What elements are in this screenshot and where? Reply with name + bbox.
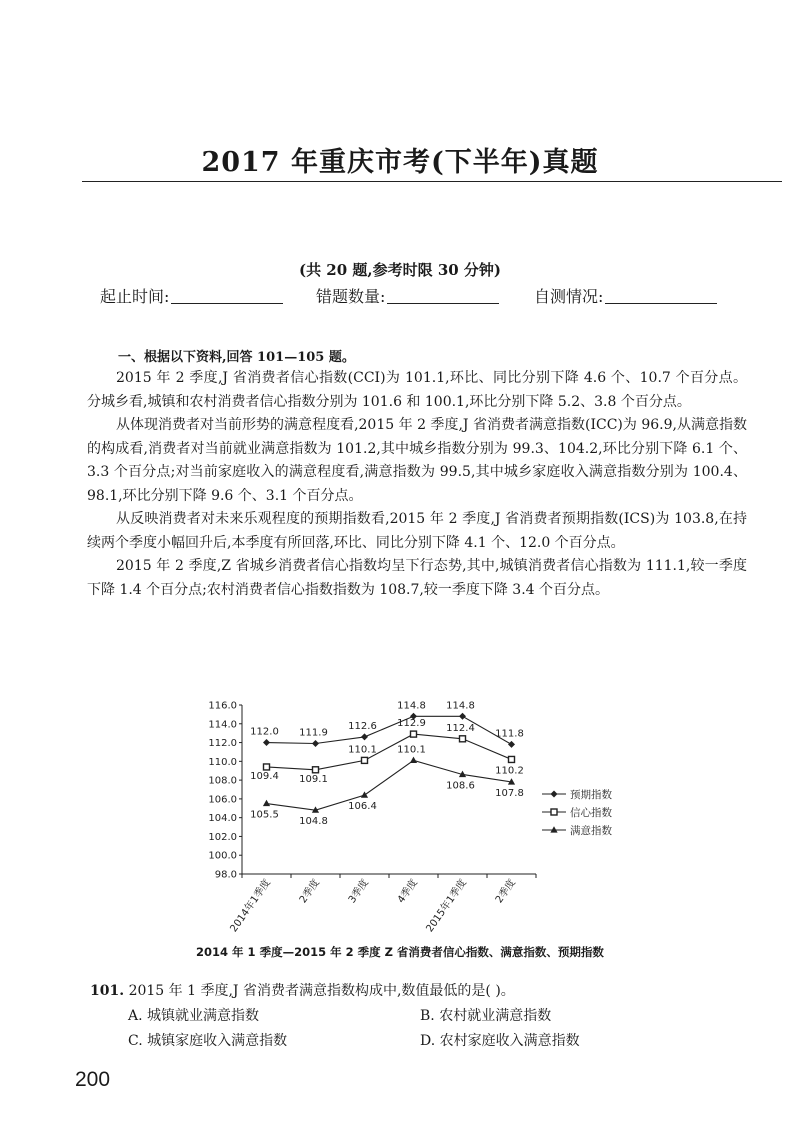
data-point — [312, 740, 319, 747]
data-point — [410, 757, 417, 763]
legend-marker — [551, 809, 557, 815]
legend-label: 信心指数 — [570, 807, 612, 819]
line-chart — [200, 694, 620, 944]
data-label: 112.0 — [250, 726, 279, 738]
data-point — [509, 756, 515, 762]
data-point — [460, 736, 466, 742]
passage — [87, 367, 747, 602]
data-label: 109.4 — [250, 770, 279, 782]
data-point — [313, 767, 319, 773]
x-tick-label: 4季度 — [395, 877, 420, 906]
data-label: 105.5 — [250, 809, 279, 821]
x-tick-label: 2014年1季度 — [228, 877, 273, 935]
data-label: 106.4 — [348, 801, 377, 813]
wrong-count-blank[interactable] — [387, 289, 499, 304]
data-point — [264, 764, 270, 770]
data-point — [411, 731, 417, 737]
page-title: 2017 年重庆市考(下半年)真题 — [201, 147, 599, 178]
data-label: 111.8 — [495, 728, 524, 740]
x-tick-label: 3季度 — [346, 877, 371, 906]
x-tick-label: 2015年1季度 — [424, 877, 469, 935]
section-heading: 一、根据以下资料,回答 101—105 题。 — [118, 350, 355, 365]
self-check-field[interactable] — [534, 284, 717, 307]
data-label: 112.4 — [446, 722, 475, 734]
page-number: 200 — [75, 1068, 111, 1091]
start-time-blank[interactable] — [171, 289, 283, 304]
y-tick-label: 98.0 — [214, 869, 237, 881]
data-label: 107.8 — [495, 787, 524, 799]
exam-subtitle: (共 20 题,参考时限 30 分钟) — [298, 261, 502, 279]
question-number: 101. — [90, 983, 125, 999]
y-tick-label: 102.0 — [208, 831, 237, 843]
option-d[interactable]: D. 农村家庭收入满意指数 — [420, 1033, 580, 1049]
option-c[interactable]: C. 城镇家庭收入满意指数 — [128, 1033, 288, 1049]
data-point — [508, 741, 515, 748]
y-tick-label: 100.0 — [208, 850, 237, 862]
start-time-field[interactable] — [100, 284, 283, 307]
data-label: 110.1 — [397, 744, 426, 756]
paragraph-3: 从反映消费者对未来乐观程度的预期指数看,2015 年 2 季度,J 省消费者预期指数(ICS)为 103.8,在持续两个季度小幅回升后,本季度有所回落,环比、同比分别下降 4.1 个、12.0 个百分点。 — [87, 511, 747, 551]
data-point — [459, 713, 466, 720]
legend-marker — [551, 791, 558, 798]
question-text: 2015 年 1 季度,J 省消费者满意指数构成中,数值最低的是( )。 — [128, 983, 515, 999]
data-label: 110.1 — [348, 744, 377, 756]
data-label: 112.9 — [397, 718, 426, 730]
wrong-count-field[interactable] — [316, 284, 499, 307]
self-check-label: 自测情况: — [534, 287, 604, 306]
data-label: 109.1 — [299, 773, 328, 785]
series-line-2 — [267, 734, 512, 770]
data-label: 108.6 — [446, 780, 475, 792]
title-rule — [82, 181, 782, 182]
option-a[interactable]: A. 城镇就业满意指数 — [128, 1008, 260, 1024]
data-point — [361, 791, 368, 797]
wrong-count-label: 错题数量: — [316, 287, 386, 306]
y-tick-label: 112.0 — [208, 738, 237, 750]
y-tick-label: 104.0 — [208, 813, 237, 825]
data-point — [362, 757, 368, 763]
data-label: 114.8 — [446, 700, 475, 712]
data-point — [263, 739, 270, 746]
paragraph-1: 2015 年 2 季度,J 省消费者信心指数(CCI)为 101.1,环比、同比分别下降 4.6 个、10.7 个百分点。分城乡看,城镇和农村消费者信心指数分别为 101.6 和 100.1,环比分别下降 5.2、3.8 个百分点。 — [87, 370, 747, 410]
x-tick-label: 2季度 — [493, 877, 518, 906]
legend-label: 满意指数 — [570, 825, 612, 837]
data-label: 112.6 — [348, 720, 377, 732]
y-tick-label: 114.0 — [208, 719, 237, 731]
chart-caption: 2014 年 1 季度—2015 年 2 季度 Z 省消费者信心指数、满意指数、预期指数 — [196, 945, 604, 959]
legend-label: 预期指数 — [570, 789, 612, 801]
y-tick-label: 116.0 — [208, 700, 237, 712]
y-tick-label: 108.0 — [208, 775, 237, 787]
legend-marker — [550, 826, 557, 832]
y-tick-label: 106.0 — [208, 794, 237, 806]
data-label: 104.8 — [299, 816, 328, 828]
data-label: 110.2 — [495, 765, 524, 777]
data-label: 114.8 — [397, 700, 426, 712]
start-time-label: 起止时间: — [100, 287, 170, 306]
paragraph-4: 2015 年 2 季度,Z 省城乡消费者信心指数均呈下行态势,其中,城镇消费者信心指数为 111.1,较一季度下降 1.4 个百分点;农村消费者信心指数指数为 108.7,较一季度下降 3.4 个百分点。 — [87, 558, 747, 598]
option-b[interactable]: B. 农村就业满意指数 — [420, 1008, 552, 1024]
data-point — [361, 733, 368, 740]
paragraph-2: 从体现消费者对当前形势的满意程度看,2015 年 2 季度,J 省消费者满意指数(ICC)为 96.9,从满意指数的构成看,消费者对当前就业满意指数为 101.2,其中城乡指数分别为 99.3、104.2,环比分别下降 6.1 个、3.3 个百分点;对当前家庭收入的满意程度看,满意指数为 99.5,其中城乡家庭收入满意指数分别为 100.4、98.1,环比分别下降 9.6 个、3.1 个百分点。 — [87, 417, 747, 504]
y-tick-label: 110.0 — [208, 756, 237, 768]
question-101 — [90, 980, 515, 1000]
x-tick-label: 2季度 — [297, 877, 322, 906]
self-check-blank[interactable] — [605, 289, 717, 304]
data-point — [263, 800, 270, 806]
data-label: 111.9 — [299, 727, 328, 739]
